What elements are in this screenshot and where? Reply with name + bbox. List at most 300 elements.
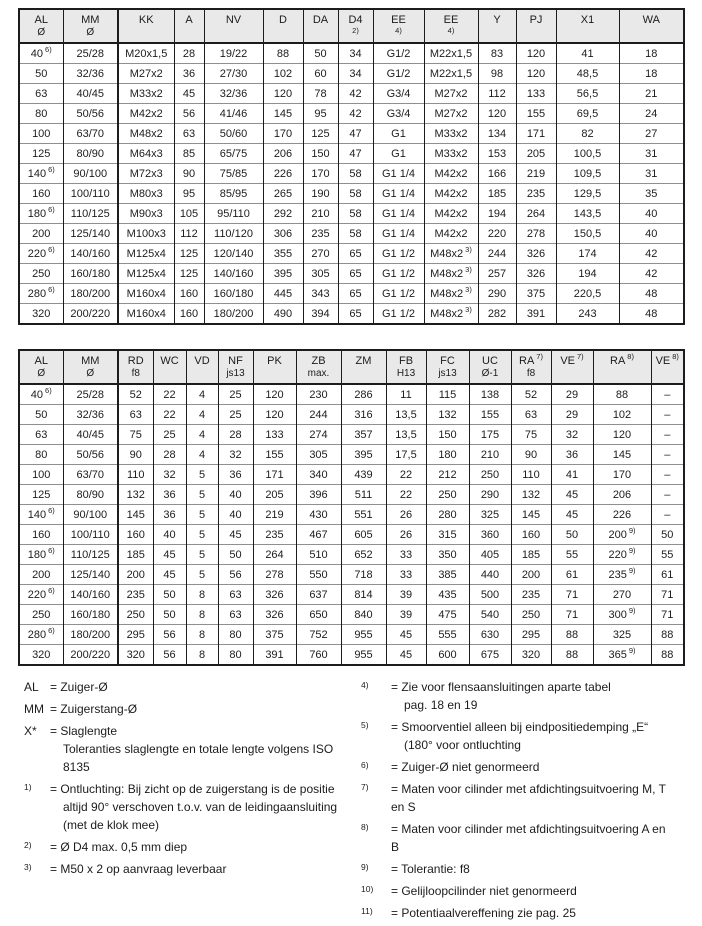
table-cell: 5 bbox=[186, 525, 218, 545]
table-cell: 36 bbox=[153, 505, 186, 525]
table-cell: G1 1/4 bbox=[373, 224, 424, 244]
table-cell: 160 bbox=[19, 525, 63, 545]
table-cell: 48 bbox=[619, 284, 684, 304]
table-cell: 22 bbox=[153, 405, 186, 425]
table-cell: G1 1/4 bbox=[373, 184, 424, 204]
table-cell: 133 bbox=[253, 425, 296, 445]
column-header: WC bbox=[153, 350, 186, 384]
table-cell: 71 bbox=[651, 605, 684, 625]
table-cell: 250 bbox=[469, 465, 511, 485]
footnote-marker: 3) bbox=[24, 862, 32, 872]
table-cell: 305 bbox=[303, 264, 338, 284]
table-cell: 840 bbox=[341, 605, 386, 625]
header-row bbox=[19, 350, 684, 384]
table-cell: M22x1,5 bbox=[424, 43, 478, 64]
table-cell: 4 bbox=[186, 445, 218, 465]
table-cell: 50/56 bbox=[63, 104, 118, 124]
footnote bbox=[361, 758, 671, 776]
table-cell: 13,5 bbox=[386, 405, 426, 425]
table-cell: 41 bbox=[556, 43, 619, 64]
table-cell: 32/36 bbox=[204, 84, 263, 104]
table-cell: M48x2 bbox=[118, 124, 174, 144]
footnote-marker: 6) bbox=[361, 760, 369, 770]
table-cell: 180 $^{6)}$ bbox=[19, 545, 63, 565]
table-cell: 145 bbox=[263, 104, 303, 124]
table-cell: 31 bbox=[619, 144, 684, 164]
table-cell: G1 1/2 bbox=[373, 264, 424, 284]
table-cell: 155 bbox=[469, 405, 511, 425]
column-header: PJ bbox=[516, 9, 556, 43]
table-cell: 270 bbox=[303, 244, 338, 264]
table-cell: 235 bbox=[511, 585, 551, 605]
table-cell: 194 bbox=[556, 264, 619, 284]
table-cell: 320 bbox=[511, 645, 551, 666]
table-cell: 250 bbox=[118, 605, 153, 625]
footnote bbox=[24, 700, 361, 718]
table-cell: – bbox=[651, 505, 684, 525]
table-cell: 200/220 bbox=[63, 645, 118, 666]
table-cell: 282 bbox=[478, 304, 516, 325]
table-cell: 120 bbox=[263, 84, 303, 104]
table-cell: 63 bbox=[118, 405, 153, 425]
table-cell: 150,5 bbox=[556, 224, 619, 244]
table-cell: – bbox=[651, 465, 684, 485]
table-cell: 605 bbox=[341, 525, 386, 545]
table-cell: 125 bbox=[174, 264, 204, 284]
table-cell: 4 bbox=[186, 405, 218, 425]
table-cell: 90 bbox=[174, 164, 204, 184]
table-row bbox=[19, 204, 684, 224]
table-cell: 326 bbox=[253, 585, 296, 605]
table-cell: 25 bbox=[218, 405, 253, 425]
table-cell: G3/4 bbox=[373, 84, 424, 104]
table-row bbox=[19, 505, 684, 525]
table-row bbox=[19, 425, 684, 445]
table-cell: 174 bbox=[556, 244, 619, 264]
table-cell: 396 bbox=[296, 485, 341, 505]
table-cell: 315 bbox=[426, 525, 469, 545]
footnote-text: = Maten voor cilinder met afdichtingsuitvoering A en B bbox=[391, 822, 666, 854]
table-cell: G1 1/2 bbox=[373, 284, 424, 304]
table-cell: 286 bbox=[341, 384, 386, 405]
table-row bbox=[19, 84, 684, 104]
table-cell: 257 bbox=[478, 264, 516, 284]
header-row bbox=[19, 9, 684, 43]
table-row bbox=[19, 244, 684, 264]
table-cell: 90 bbox=[118, 445, 153, 465]
table-cell: 145 bbox=[593, 445, 651, 465]
table-cell: 50 bbox=[19, 64, 63, 84]
table-cell: 80 bbox=[19, 104, 63, 124]
table-cell: 718 bbox=[341, 565, 386, 585]
table-cell: 274 bbox=[296, 425, 341, 445]
table-cell: 440 bbox=[469, 565, 511, 585]
table-cell: 235 bbox=[253, 525, 296, 545]
table-cell: 63/70 bbox=[63, 124, 118, 144]
footnote-marker: 9) bbox=[361, 862, 369, 872]
table-cell: 58 bbox=[338, 224, 373, 244]
table-cell: 32 bbox=[218, 445, 253, 465]
table-cell: 25/28 bbox=[63, 384, 118, 405]
table-cell: – bbox=[651, 384, 684, 405]
table-cell: 40 bbox=[619, 224, 684, 244]
table-cell: M27x2 bbox=[424, 84, 478, 104]
table-row bbox=[19, 264, 684, 284]
table-cell: 200 $^{9)}$ bbox=[593, 525, 651, 545]
table-cell: 40/45 bbox=[63, 84, 118, 104]
table-cell: 80 bbox=[218, 625, 253, 645]
table-cell: 100/110 bbox=[63, 525, 118, 545]
footnote bbox=[24, 780, 361, 834]
table-cell: 250 bbox=[19, 264, 63, 284]
table-cell: 360 bbox=[469, 525, 511, 545]
table-row bbox=[19, 545, 684, 565]
table-cell: 132 bbox=[118, 485, 153, 505]
table-cell: 300 $^{9)}$ bbox=[593, 605, 651, 625]
table-cell: M100x3 bbox=[118, 224, 174, 244]
table-cell: 105 bbox=[174, 204, 204, 224]
table-cell: 132 bbox=[426, 405, 469, 425]
footnote-text: = Zie voor flensaansluitingen aparte tabel pag. 18 en 19 bbox=[391, 680, 611, 712]
table-cell: 21 bbox=[619, 84, 684, 104]
table-cell: 210 bbox=[469, 445, 511, 465]
table-cell: 80 bbox=[19, 445, 63, 465]
table-cell: 129,5 bbox=[556, 184, 619, 204]
table-cell: 58 bbox=[338, 204, 373, 224]
table-cell: 4 bbox=[186, 384, 218, 405]
footnote-marker: 5) bbox=[361, 720, 369, 730]
table-cell: 134 bbox=[478, 124, 516, 144]
table-cell: 120 bbox=[253, 384, 296, 405]
table-cell: 540 bbox=[469, 605, 511, 625]
table-cell: 40/45 bbox=[63, 425, 118, 445]
column-header: FB H13 bbox=[386, 350, 426, 384]
table-cell: 32/36 bbox=[63, 405, 118, 425]
table-cell: 278 bbox=[253, 565, 296, 585]
table-cell: 280 bbox=[426, 505, 469, 525]
table-cell: G1 bbox=[373, 144, 424, 164]
table-cell: 752 bbox=[296, 625, 341, 645]
table-cell: G3/4 bbox=[373, 104, 424, 124]
table-cell: 39 bbox=[386, 605, 426, 625]
table-cell: 100 bbox=[19, 124, 63, 144]
table-cell: 27/30 bbox=[204, 64, 263, 84]
footnote bbox=[361, 904, 671, 922]
table-cell: 120/140 bbox=[204, 244, 263, 264]
table-cell: 405 bbox=[469, 545, 511, 565]
table-cell: 112 bbox=[174, 224, 204, 244]
table-cell: 125/140 bbox=[63, 565, 118, 585]
table-cell: 71 bbox=[551, 605, 593, 625]
table-cell: 110 bbox=[511, 465, 551, 485]
table-cell: 45 bbox=[386, 625, 426, 645]
table-cell: 112 bbox=[478, 84, 516, 104]
table-cell: 226 bbox=[263, 164, 303, 184]
footnote-text: = M50 x 2 op aanvraag leverbaar bbox=[50, 862, 227, 876]
table-cell: M33x2 bbox=[118, 84, 174, 104]
table-cell: 22 bbox=[153, 384, 186, 405]
table-cell: 50 bbox=[651, 525, 684, 545]
table-cell: G1 1/2 bbox=[373, 244, 424, 264]
table-cell: 430 bbox=[296, 505, 341, 525]
table-cell: 306 bbox=[263, 224, 303, 244]
footnote bbox=[361, 718, 671, 754]
table-cell: 41 bbox=[551, 465, 593, 485]
footnote-text: = Smoorventiel alleen bij eindpositiedemping „E“ (180° voor ontluchting bbox=[391, 720, 649, 752]
column-header: ZM bbox=[341, 350, 386, 384]
table-cell: 40 bbox=[218, 485, 253, 505]
table-cell: M22x1,5 bbox=[424, 64, 478, 84]
table-cell: 120 bbox=[478, 104, 516, 124]
column-header: RD f8 bbox=[118, 350, 153, 384]
table-row bbox=[19, 304, 684, 325]
table-cell: 955 bbox=[341, 645, 386, 666]
table-cell: 50/56 bbox=[63, 445, 118, 465]
table-cell: 160 bbox=[511, 525, 551, 545]
table-cell: 88 bbox=[551, 645, 593, 666]
table-cell: M160x4 bbox=[118, 284, 174, 304]
table-cell: 490 bbox=[263, 304, 303, 325]
table-cell: 244 bbox=[478, 244, 516, 264]
table-row bbox=[19, 284, 684, 304]
table-cell: 80 bbox=[218, 645, 253, 666]
table-cell: 110 bbox=[118, 465, 153, 485]
table-cell: 206 bbox=[263, 144, 303, 164]
table-cell: M27x2 bbox=[424, 104, 478, 124]
table-cell: 26 bbox=[386, 505, 426, 525]
footnote-marker: 11) bbox=[361, 906, 373, 916]
table-cell: 50 bbox=[153, 605, 186, 625]
table-cell: 52 bbox=[118, 384, 153, 405]
footnote bbox=[361, 860, 671, 878]
table-cell: 95 bbox=[303, 104, 338, 124]
table-cell: 235 bbox=[118, 585, 153, 605]
table-cell: 395 bbox=[341, 445, 386, 465]
table-cell: 210 bbox=[303, 204, 338, 224]
table-cell: G1 1/4 bbox=[373, 204, 424, 224]
table-cell: 219 bbox=[516, 164, 556, 184]
table-cell: 71 bbox=[551, 585, 593, 605]
table-cell: 320 bbox=[19, 304, 63, 325]
table-cell: 75 bbox=[118, 425, 153, 445]
table-cell: 45 bbox=[386, 645, 426, 666]
table-cell: 50 bbox=[19, 405, 63, 425]
table-cell: 160/180 bbox=[63, 605, 118, 625]
table-cell: 63 bbox=[218, 605, 253, 625]
table-row bbox=[19, 164, 684, 184]
table-cell: 41/46 bbox=[204, 104, 263, 124]
table-cell: M42x2 bbox=[424, 164, 478, 184]
column-header: A bbox=[174, 9, 204, 43]
table-cell: 316 bbox=[341, 405, 386, 425]
table-cell: 385 bbox=[426, 565, 469, 585]
table-cell: 80/90 bbox=[63, 144, 118, 164]
table-cell: 40 $^{6)}$ bbox=[30, 44, 52, 60]
table-cell: 115 bbox=[426, 384, 469, 405]
table-cell: 33 bbox=[386, 545, 426, 565]
column-header: MM Ø bbox=[63, 9, 118, 43]
table-cell: 50 bbox=[303, 43, 338, 64]
table-cell: 45 bbox=[218, 525, 253, 545]
table-cell: 56 bbox=[153, 645, 186, 666]
footnote bbox=[24, 678, 361, 696]
table-cell: 150 bbox=[426, 425, 469, 445]
table-cell: 290 bbox=[478, 284, 516, 304]
table-cell: 155 bbox=[516, 104, 556, 124]
table-cell: 45 bbox=[551, 505, 593, 525]
table-cell: M48x2 $^{3)}$ bbox=[424, 264, 478, 284]
footnote-marker: 1) bbox=[24, 782, 32, 792]
table-cell: 100/110 bbox=[63, 184, 118, 204]
table-cell: 28 bbox=[174, 43, 204, 64]
table-cell: 110/125 bbox=[63, 545, 118, 565]
table-cell: 52 bbox=[511, 384, 551, 405]
table-cell: 47 bbox=[338, 124, 373, 144]
table-cell: M72x3 bbox=[118, 164, 174, 184]
table-cell: 28 bbox=[153, 445, 186, 465]
table-cell: 292 bbox=[263, 204, 303, 224]
table-cell: M42x2 bbox=[424, 184, 478, 204]
table-cell: 102 bbox=[593, 405, 651, 425]
table-cell: 80/90 bbox=[63, 485, 118, 505]
table-cell: 95/110 bbox=[204, 204, 263, 224]
table-cell: 35 bbox=[619, 184, 684, 204]
table-cell: 58 bbox=[338, 164, 373, 184]
table-cell: 160/180 bbox=[63, 264, 118, 284]
table-cell: 125 bbox=[19, 144, 63, 164]
table-cell: 140 $^{6)}$ bbox=[19, 164, 63, 184]
table-cell: 17,5 bbox=[386, 445, 426, 465]
table-cell: 200 bbox=[19, 565, 63, 585]
table-cell: 171 bbox=[253, 465, 296, 485]
table-cell: 226 bbox=[593, 505, 651, 525]
table-cell: 102 bbox=[263, 64, 303, 84]
table-cell: 110/125 bbox=[63, 204, 118, 224]
table-cell: 34 bbox=[338, 43, 373, 64]
table-row bbox=[19, 465, 684, 485]
table-cell: 375 bbox=[516, 284, 556, 304]
table-cell: 11 bbox=[386, 384, 426, 405]
table-cell: M27x2 bbox=[118, 64, 174, 84]
table-cell: 140 $^{6)}$ bbox=[19, 505, 63, 525]
table-cell: 48,5 bbox=[556, 64, 619, 84]
table-cell: M42x2 bbox=[424, 224, 478, 244]
table-cell: 264 bbox=[516, 204, 556, 224]
footnote bbox=[24, 722, 361, 776]
table-cell: 652 bbox=[341, 545, 386, 565]
table-cell: 206 bbox=[593, 485, 651, 505]
table-cell: 5 bbox=[186, 545, 218, 565]
table-row bbox=[19, 64, 684, 84]
table-cell: M125x4 bbox=[118, 244, 174, 264]
footnotes-section bbox=[18, 678, 702, 926]
table-cell: 133 bbox=[516, 84, 556, 104]
table-cell: 22 bbox=[386, 465, 426, 485]
table-row bbox=[19, 124, 684, 144]
table-row bbox=[19, 43, 684, 64]
table-cell: 65 bbox=[338, 304, 373, 325]
column-header: NF js13 bbox=[218, 350, 253, 384]
table-row bbox=[19, 585, 684, 605]
footnote-text: = Tolerantie: f8 bbox=[391, 862, 470, 876]
table-cell: 180 $^{6)}$ bbox=[19, 204, 63, 224]
footnote-text: = Zuigerstang-Ø bbox=[50, 702, 138, 716]
column-header: VE $^{7)}$ bbox=[551, 350, 593, 384]
footnote-text: = Zuiger-Ø niet genormeerd bbox=[391, 760, 540, 774]
table-cell: 125 bbox=[303, 124, 338, 144]
table-cell: – bbox=[651, 425, 684, 445]
table-cell: 100 bbox=[19, 465, 63, 485]
table-cell: 33 bbox=[386, 565, 426, 585]
table-cell: 675 bbox=[469, 645, 511, 666]
table-cell: 5 bbox=[186, 565, 218, 585]
table-cell: 45 bbox=[174, 84, 204, 104]
table-cell: G1 bbox=[373, 124, 424, 144]
table-cell: G1 1/4 bbox=[373, 164, 424, 184]
table-cell: 39 bbox=[386, 585, 426, 605]
table-cell: 350 bbox=[426, 545, 469, 565]
footnote-text: = Gelijloopcilinder niet genormeerd bbox=[391, 884, 577, 898]
dimensions-table-top bbox=[18, 8, 685, 325]
table-row bbox=[19, 224, 684, 244]
table-cell: 955 bbox=[341, 625, 386, 645]
table-cell: M48x2 $^{3)}$ bbox=[424, 304, 478, 325]
table-cell: 391 bbox=[516, 304, 556, 325]
table-cell: 205 bbox=[516, 144, 556, 164]
table-cell: 250 bbox=[19, 605, 63, 625]
column-header: EE 4) bbox=[373, 9, 424, 43]
table-cell: 220 bbox=[478, 224, 516, 244]
column-header: UC Ø-1 bbox=[469, 350, 511, 384]
table-cell: 48 bbox=[619, 304, 684, 325]
footnote-marker: MM bbox=[24, 702, 44, 716]
table-cell: 27 bbox=[619, 124, 684, 144]
table-cell: 250 bbox=[511, 605, 551, 625]
table-cell: 278 bbox=[516, 224, 556, 244]
footnote-marker: 10) bbox=[361, 884, 374, 894]
table-cell: 170 bbox=[303, 164, 338, 184]
table-cell: 200/220 bbox=[63, 304, 118, 325]
table-cell: 510 bbox=[296, 545, 341, 565]
column-header: RA $^{8)}$ bbox=[593, 350, 651, 384]
footnote-marker: 2) bbox=[24, 840, 32, 850]
table-cell: 244 bbox=[296, 405, 341, 425]
table-cell: 110/120 bbox=[204, 224, 263, 244]
footnote-marker: AL bbox=[24, 680, 39, 694]
table-cell: 40 $^{6)}$ bbox=[30, 385, 52, 401]
table-cell: 63 bbox=[19, 425, 63, 445]
column-header: WA bbox=[619, 9, 684, 43]
footnote bbox=[24, 860, 361, 878]
table-cell: 280 $^{6)}$ bbox=[19, 284, 63, 304]
table-cell: 180/200 bbox=[204, 304, 263, 325]
table-cell: 100,5 bbox=[556, 144, 619, 164]
table-cell: M42x2 bbox=[424, 204, 478, 224]
table-cell: 63 bbox=[19, 84, 63, 104]
table-row bbox=[19, 605, 684, 625]
table-cell: 90 bbox=[511, 445, 551, 465]
table-cell: 29 bbox=[551, 405, 593, 425]
table-cell: 61 bbox=[651, 565, 684, 585]
table-cell: 200 bbox=[118, 565, 153, 585]
table-cell: 5 bbox=[186, 485, 218, 505]
table-cell: 194 bbox=[478, 204, 516, 224]
footnote-marker: 7) bbox=[361, 782, 369, 792]
table-cell: 90/100 bbox=[63, 164, 118, 184]
table-cell: 175 bbox=[469, 425, 511, 445]
table-cell: 600 bbox=[426, 645, 469, 666]
table-cell: M20x1,5 bbox=[118, 43, 174, 64]
